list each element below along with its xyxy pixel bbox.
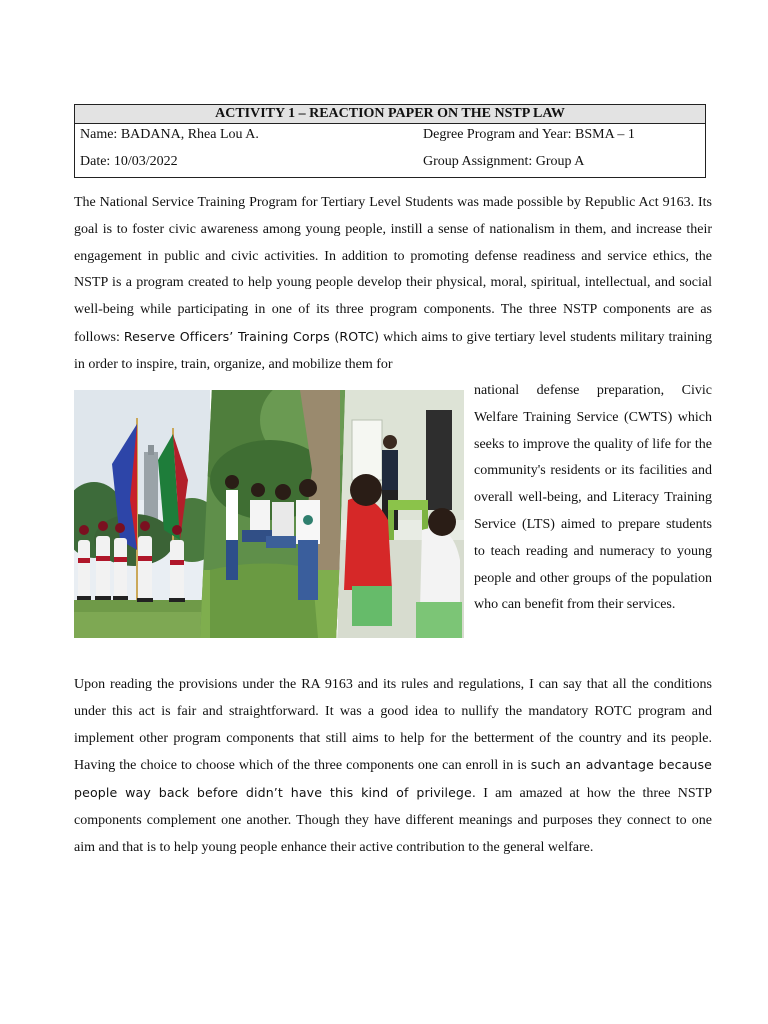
paragraph-2-text-b: I am amazed at how the three NSTP components complement one another. Though they have different meanings and purposes they connect to one aim and that is to help young people enhance their active contribution to the general welfare. bbox=[74, 786, 712, 855]
paragraph-1-rotc: Reserve Officers’ Training Corps (ROTC) bbox=[123, 328, 380, 344]
paragraph-2-text-a: Upon reading the provisions under the RA 9163 and its rules and regulations, I can say that all the conditions under this act is fair and straightforward. It was a good idea to nullify the mandatory ROTC program and implement other program components that still aims to help for the betterment of the country and its people. Having the choice to choose which of the three components one can enroll in is bbox=[74, 677, 712, 774]
paragraph-1-text-a: The National Service Training Program for Tertiary Level Students was made possible by Republic Act 9163. Its goal is to foster civic awareness among young people, instill a sense of nationalism in them, and increase their engagement in public and civic activities. In addition to promoting defense readiness and service ethics, the NSTP is a program created to help young people develop their physical, moral, spiritual, intellectual, and social well-being while participating in one of its three program components. The three NSTP components are as follows: bbox=[74, 195, 712, 345]
paragraph-2 bbox=[74, 672, 712, 862]
paragraph-1 bbox=[74, 190, 712, 379]
nstp-photo-collage bbox=[74, 390, 464, 638]
rotc-flag-ceremony-photo bbox=[74, 390, 210, 638]
submission-date: Date: 10/03/2022 bbox=[80, 154, 178, 169]
lts-classroom-photo bbox=[332, 390, 464, 638]
paragraph-1-wrapped: national defense preparation, Civic Welfare Training Service (CWTS) which seeks to improve the quality of life for the community's residents or its facilities and overall well-being, and Literacy Training Service (LTS) aimed to prepare students to teach reading and numeracy to young people and other groups of the population who can benefit from their services. bbox=[474, 383, 712, 613]
student-name: Name: BADANA, Rhea Lou A. bbox=[80, 127, 259, 142]
header-row-2 bbox=[75, 151, 705, 178]
cwts-group-outdoor-photo bbox=[200, 390, 348, 638]
header-table bbox=[74, 104, 706, 178]
paragraph-1-text-b: which aims to give tertiary level students military training in order to inspire, train, organize, and mobilize them for bbox=[74, 329, 712, 372]
group-assignment: Group Assignment: Group A bbox=[423, 154, 585, 169]
degree-program: Degree Program and Year: BSMA – 1 bbox=[423, 127, 635, 142]
paragraph-2-privilege: such an advantage because people way back before didn’t have this kind of privilege. bbox=[74, 757, 713, 801]
activity-title: ACTIVITY 1 – REACTION PAPER ON THE NSTP LAW bbox=[75, 105, 705, 124]
header-row-1 bbox=[75, 124, 705, 151]
